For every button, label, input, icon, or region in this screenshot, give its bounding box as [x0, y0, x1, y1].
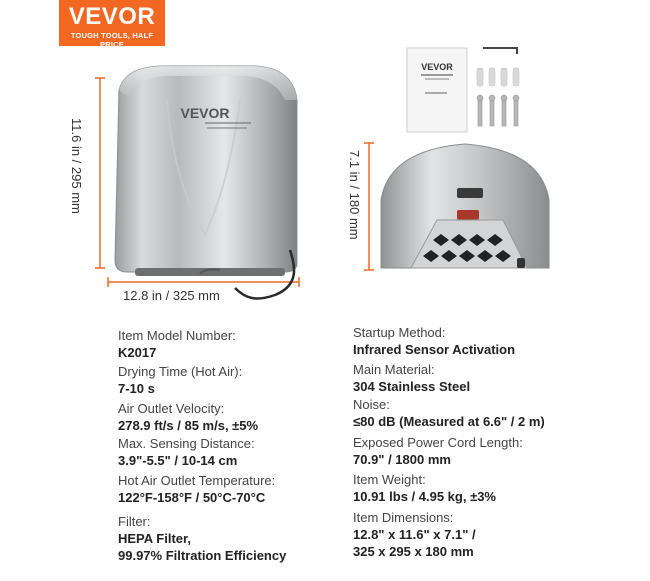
spec-value-line2: 325 x 295 x 180 mm	[353, 544, 474, 559]
spec-value: 278.9 ft/s / 85 m/s, ±5%	[118, 418, 259, 433]
spec-label: Filter:	[118, 514, 151, 529]
spec-value: 3.9"-5.5" / 10-14 cm	[118, 453, 238, 468]
spec-value-line2: 99.97% Filtration Efficiency	[118, 548, 287, 563]
depth-dimension-label: 7.1 in / 180 mm	[347, 150, 362, 240]
spec-value: 122°F-158°F / 50°C-70°C	[118, 490, 266, 505]
spec-value: ≤80 dB (Measured at 6.6" / 2 m)	[353, 414, 545, 429]
spec-air-outlet-velocity	[118, 401, 378, 434]
spec-noise	[353, 397, 613, 430]
spec-sensing-distance	[118, 436, 378, 469]
spec-label: Item Model Number:	[118, 328, 236, 343]
manual-and-hardware-image	[405, 40, 535, 140]
spec-label: Air Outlet Velocity:	[118, 401, 225, 416]
spec-main-material	[353, 362, 613, 395]
spec-power-cord-length	[353, 435, 613, 468]
spec-value: 7-10 s	[118, 381, 155, 396]
spec-filter	[118, 514, 378, 564]
spec-value: 70.9" / 1800 mm	[353, 452, 451, 467]
spec-value: HEPA Filter,	[118, 531, 191, 546]
spec-item-weight	[353, 472, 613, 505]
spec-item-dimensions	[353, 510, 613, 560]
hand-dryer-bottom-image	[375, 140, 555, 272]
front-brand-mark: VEVOR	[180, 105, 230, 121]
manual-brand-mark: VEVOR	[421, 62, 453, 72]
spec-label: Max. Sensing Distance:	[118, 436, 255, 451]
spec-value: 304 Stainless Steel	[353, 379, 471, 394]
spec-value: Infrared Sensor Activation	[353, 342, 516, 357]
logo-brand: VEVOR	[68, 3, 156, 30]
spec-value: 12.8" x 11.6" x 7.1" /	[353, 527, 476, 542]
spec-hot-air-temperature	[118, 473, 378, 506]
spec-label: Hot Air Outlet Temperature:	[118, 473, 276, 488]
spec-startup-method	[353, 325, 613, 358]
height-dimension-label: 11.6 in / 295 mm	[69, 118, 84, 214]
spec-label: Noise:	[353, 397, 390, 412]
spec-label: Exposed Power Cord Length:	[353, 435, 523, 450]
hand-dryer-front-image	[105, 60, 305, 310]
width-dimension-label: 12.8 in / 325 mm	[123, 288, 220, 303]
spec-label: Item Weight:	[353, 472, 426, 487]
spec-value: 10.91 lbs / 4.95 kg, ±3%	[353, 489, 496, 504]
spec-label: Drying Time (Hot Air):	[118, 364, 243, 379]
logo-tagline: TOUGH TOOLS, HALF PRICE	[70, 31, 154, 49]
spec-label: Item Dimensions:	[353, 510, 454, 525]
spec-label: Startup Method:	[353, 325, 446, 340]
spec-value: K2017	[118, 345, 157, 360]
spec-label: Main Material:	[353, 362, 435, 377]
spec-model-number	[118, 328, 378, 361]
spec-drying-time	[118, 364, 378, 397]
